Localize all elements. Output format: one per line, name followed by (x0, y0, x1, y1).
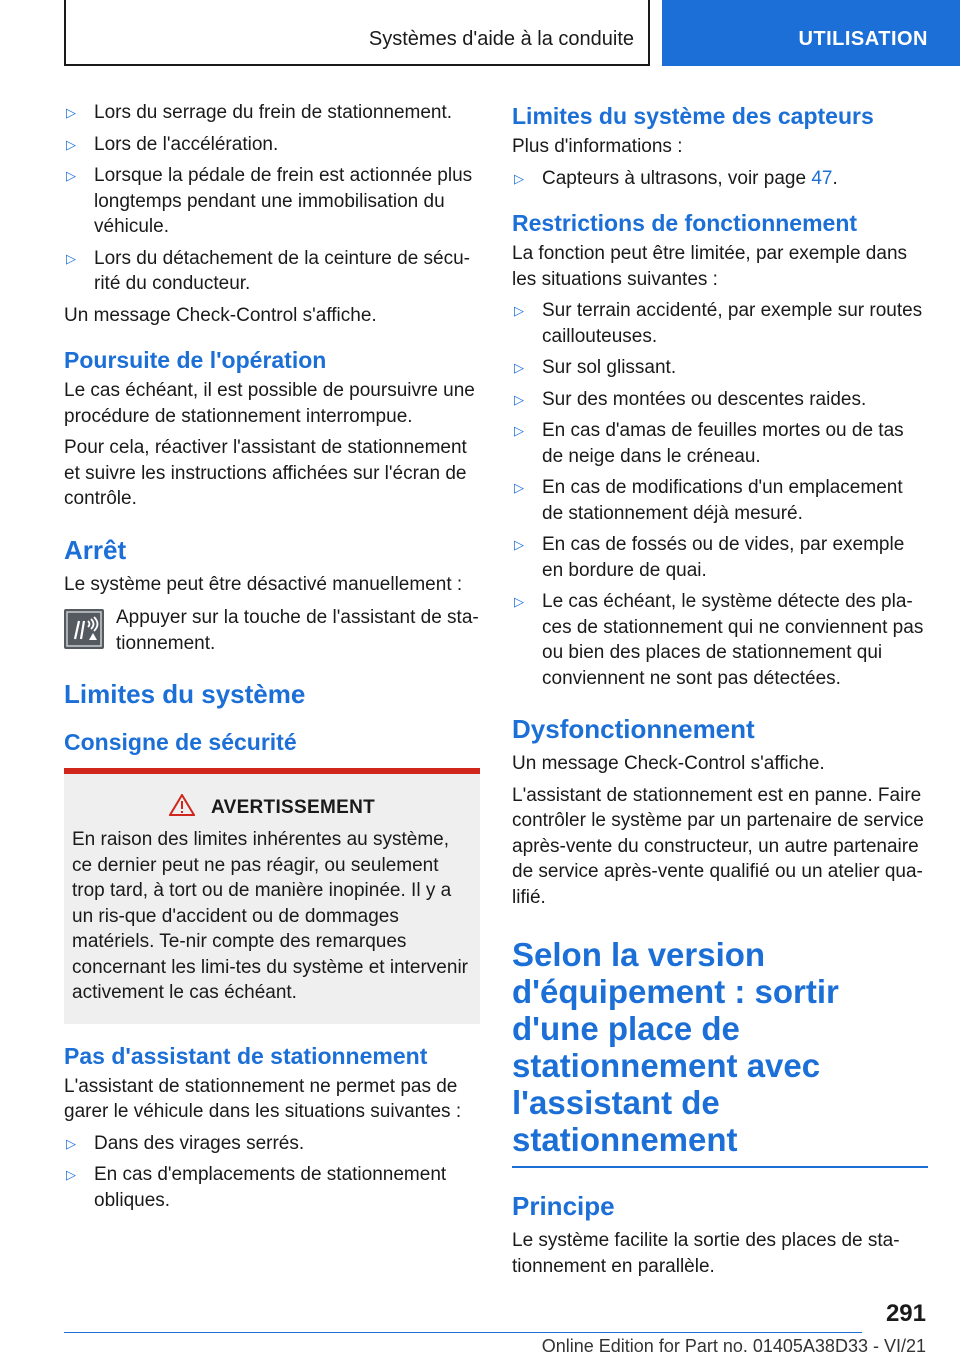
poursuite-heading: Poursuite de l'opération (64, 347, 327, 373)
principe-heading: Principe (512, 1191, 615, 1221)
page-number: 291 (885, 1300, 926, 1327)
list-item: ▷ En cas de fossés ou de vides, par exemple en bordure de quai. (514, 534, 905, 581)
header-chapter-box (64, 0, 650, 66)
list-item: ▷ Lors du serrage du frein de stationnement. (64, 100, 480, 126)
warning-text: En raison des limites inhérentes au système, ce dernier peut ne pas réagir, ou seulement trop tard, à tort ou de manière inopinée. Il y a un ris-que d'accident ou de dommages matériels. Te-nir compte des remarques concernant les limi-tes du système et intervenir activement le cas échéant. (72, 829, 468, 1003)
chapter-heading: Selon la version d'équipement : sortir d'une place de stationnement avec l'assistant de stationnement (512, 936, 928, 1168)
warning-box (64, 768, 480, 1024)
section-title: UTILISATION (798, 28, 928, 50)
triangle-right-icon: ▷ (66, 168, 76, 183)
triangle-right-icon: ▷ (66, 1167, 76, 1182)
parking-button-instruction (64, 605, 480, 656)
paragraph: Le système peut être désactivé manuellement : (64, 573, 463, 595)
paragraph: Le système facilite la sortie des places de sta-tionnement en parallèle. (512, 1230, 900, 1277)
paragraph: Un message Check-Control s'affiche. (512, 753, 825, 774)
right-column (512, 100, 928, 1285)
chapter-title: Systèmes d'aide à la conduite (368, 28, 634, 50)
arret-heading: Arrêt (64, 534, 127, 565)
edition-text: Online Edition for Part no. 01405A38D33 - VI/21 (541, 1336, 926, 1356)
triangle-right-icon: ▷ (66, 250, 76, 266)
paragraph: Le cas échéant, il est possible de poursuivre une procédure de stationnement interrompue. (64, 380, 475, 427)
parking-assistant-button-icon (64, 609, 104, 649)
triangle-right-icon: ▷ (514, 537, 524, 552)
triangle-right-icon: ▷ (514, 480, 524, 495)
list-item: ▷ Capteurs à ultrasons, voir page 47. (512, 166, 928, 192)
list-item: ▷ Lors du détachement de la ceinture de sécu-rité du conducteur. (66, 247, 471, 294)
capteurs-heading: Limites du système des capteurs (512, 103, 874, 129)
triangle-right-icon: ▷ (514, 170, 524, 186)
limites-heading: Limites du système (64, 679, 306, 709)
list-item: ▷ Sur sol glissant. (512, 355, 928, 381)
triangle-right-icon: ▷ (66, 105, 76, 120)
header-section-tab (662, 0, 960, 66)
pas-assistant-heading: Pas d'assistant de stationnement (64, 1042, 428, 1069)
paragraph: L'assistant de stationnement ne permet pas de garer le véhicule dans les situations suivantes : (64, 1075, 462, 1122)
page-link[interactable]: 47 (811, 167, 833, 189)
list-item: ▷ En cas d'amas de feuilles mortes ou de tas de neige dans le créneau. (514, 420, 904, 467)
triangle-right-icon: ▷ (514, 594, 524, 609)
list-item: ▷ En cas d'emplacements de stationnement obliques. (66, 1164, 447, 1211)
restrictions-heading: Restrictions de fonctionnement (512, 210, 858, 236)
paragraph: Plus d'informations : (512, 136, 683, 157)
check-control-text: Un message Check-Control s'affiche. (64, 304, 377, 326)
triangle-right-icon: ▷ (66, 1135, 76, 1151)
list-item: ▷ Le cas échéant, le système détecte des pla-ces de stationnement qui ne conviennent pas ou bien des places de stationnement qui conviennent ne sont pas détectées. (514, 591, 924, 689)
footer-divider (64, 1332, 862, 1333)
paragraph: La fonction peut être limitée, par exemple dans les situations suivantes : (512, 243, 908, 290)
triangle-right-icon: ▷ (514, 360, 524, 375)
list-item: ▷ Sur des montées ou descentes raides. (512, 387, 928, 413)
triangle-right-icon: ▷ (514, 423, 524, 438)
instruction-text: Appuyer sur la touche de l'assistant de sta-tionnement. (116, 607, 479, 654)
triangle-right-icon: ▷ (514, 391, 524, 407)
dysfonctionnement-heading: Dysfonctionnement (512, 714, 755, 744)
list-item: ▷ Lorsque la pédale de frein est actionnée plus longtemps pendant une immobilisation du véhicule. (66, 165, 473, 237)
paragraph: L'assistant de stationnement est en panne. Faire contrôler le système par un partenaire de service après-vente du constructeur, un autre partenaire de service après-vente qualifié ou un atelier qua-lifié. (512, 784, 924, 908)
triangle-right-icon: ▷ (66, 136, 76, 152)
left-column (64, 100, 480, 1219)
list-item: ▷ Dans des virages serrés. (64, 1131, 480, 1157)
consigne-heading: Consigne de sécurité (64, 729, 297, 755)
page-header (0, 0, 960, 66)
triangle-right-icon: ▷ (514, 303, 524, 318)
paragraph: Pour cela, réactiver l'assistant de stationnement et suivre les instructions affichées sur l'écran de contrôle. (64, 437, 467, 509)
list-item: ▷ En cas de modifications d'un emplacement de stationnement déjà mesuré. (514, 477, 903, 524)
warning-triangle-icon (169, 794, 195, 821)
list-item: ▷ Lors de l'accélération. (64, 132, 480, 158)
warning-header (72, 794, 472, 821)
list-item: ▷ Sur terrain accidenté, par exemple sur routes caillouteuses. (514, 300, 923, 347)
warning-title: AVERTISSEMENT (210, 796, 375, 818)
